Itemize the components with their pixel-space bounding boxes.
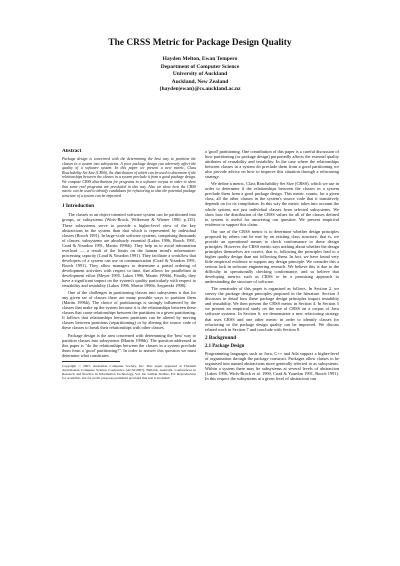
package-design-heading: 2.1 Package Design <box>205 343 245 349</box>
footnote-rule <box>62 361 120 362</box>
right-paragraph-3: Our use of the CRSS metric is to determine whether design principles proposed by others can be met by an existing class structure, that is, we provide an operational means to check conformance to these design principles. However, the CRSS metric says nothing about whether the design principles themselves are correct, that is, following the principles lead to a higher quality design than not following them. In fact, we have found very little empirical evidence to support any design principle. We consider this a serious lack in software engineering research. We believe this is due to the difficulty in operationally checking conformance, and so believe that developing metrics such as CRSS to be a promising approach to understanding the structure of software. <box>205 228 339 285</box>
right-paragraph-4: The remainder of this paper is organised as follows. In Section 2, we survey the package design principles proposed in the literature. Section 3 discusses in detail how these package design principles impact testability and reusability. We then present the CRSS metric in Section 4. In Section 5 we present an empirical study on the use of CRSS on a corpus of Java software systems. In Section 6, we demonstrate a new refactoring strategy that uses CRSS and one other metric in order to identify classes for refactoring so the package design quality can be improved. We discuss related work in Section 7 and conclude with Section 8. <box>205 286 339 332</box>
paper-title: The CRSS Metric for Package Design Quality <box>108 38 292 48</box>
abstract-text: Package design is concerned with the determining the best way to partition the classes in a system into subsystems. A poor package design can adversely affect the quality of a software system. In this paper we present a new metric, Class Reachability Set Size (CRSS), the distribution of which can be used to determine if the relationships between the classes in a system preclude it from a good package design. We compute CRSS distributions for programs in a software corpus in order to show that some real programs are precluded in this way. Also we show how the CRSS metric can be used to identify candidates for refactoring so that the potential package structure of a system can be improved. <box>62 157 196 198</box>
copyright-notice: Copyright © 2007, Australian Computer Society, Inc. This paper appeared at Thirtieth Australasian Computer Science Conference (ACSC2007), Ballarat, Australia. Conferences in Research and Practice in Information Technology, Vol. 62. Gillian Dobbie, Ed. Reproduction for academic, not-for profit purposes permitted provided this text is included. <box>62 363 196 381</box>
emails: {hayden|ewan}@cs.auckland.ac.nz <box>159 86 241 93</box>
department: Department of Computer Science <box>160 63 240 70</box>
intro-paragraph-3: Package design is the area concerned with determining the 'best' way to partition classes into subsystems (Martin 1996b). The question addressed in this paper is "do the relationships between the classes in a system preclude them from a 'good' partitioning?". In order to answer this question we must determine what constitutes <box>62 332 196 358</box>
author-block <box>0 56 400 94</box>
intro-paragraph-2: One of the challenges in partitioning classes into subsystems is that for any given set of classes there are many possible ways to partition them (Martin 1996b). The choice of partitionings is strongly influenced by the classes that make up the system because it is the relationships between these classes that cause relationships between the partitions in a given partitioning. It follows that relationships between partitions can be altered by moving classes between partitions (repartitioning) or by altering the source code of these classes to break their relationships with other classes. <box>62 290 196 331</box>
right-paragraph-5: Programming languages such as Java, C++ and Ada support a higher-level of organisation through the package construct. Packages allow classes to be organised into named abstractions more generally referred to as subsystems. Within a system there may be subsystems at several levels of abstraction (Lakos 1996, Wirfs-Brock et al. 1990, Coad & Yourdon 1991, Booch 1991). In this respect the subsystems at a given level of abstraction can <box>205 350 339 381</box>
intro-heading: 1 Introduction <box>62 203 95 210</box>
intro-paragraph-1: The classes in an object-oriented software system can be partitioned into groups, or subsystems (Wirfs-Brock, Wilkerson & Wiener 1990, p.135). These subsystems serve to provide a higher-level view of the key abstractions in the system than that which is represented by individual classes (Booch 1991). In large-scale software systems, comprising thousands of classes, subsystems are absolutely essential (Lakos 1996, Booch 1991, Coad & Yourdon 1991, Martin 1996b). They help us to avoid information overload — a result of the limits on the human mind's information-processing capacity (Coad & Yourdon 1991). They facilitate a workflow that developers of a system can use in communication (Coad & Yourdon 1991, Booch 1991). They allow managers to determine a partial ordering of development activities with respect to time, that allows for parallelism in development effort (Meyer 1995, Lakos 1996, Martin 1996b). Finally, they have a significant impact on the system's quality particularly with respect to reusability and testability (Lakos 1996, Martin 1996b, Szyperski 1998). <box>62 212 196 289</box>
authors: Hayden Melton, Ewan Tempero <box>162 56 238 62</box>
background-heading: 2 Background <box>205 334 237 341</box>
abstract-heading: Abstract <box>62 149 82 154</box>
university: University of Auckland <box>172 71 228 78</box>
right-paragraph-1: a 'good' partitioning. One contribution of this paper is a careful discussion of how partitioning (or package design) purportedly affects the external quality attributes of reusability and testability. In the case where the relationships between classes in a system do preclude them from a good partitioning we also provide advice on how to improve this situation through a refactoring strategy. <box>205 149 339 180</box>
left-column <box>62 149 196 527</box>
location: Auckland, New Zealand <box>171 78 229 85</box>
right-paragraph-2: We define a metric, Class Reachability Set Size (CRSS), which we use in order to determine if the relationships between the classes in a system preclude them from a good package design. This metric counts, for a given class, all the other classes in the system's source code that it transitively depends on for its compilation. In this way the metric takes into account the whole system, not just individual classes from selected subsystems. We show how the distribution of the CRSS values for all of the classes defined in system is useful for answering our question. We present empirical evidence to support this claim. <box>205 181 339 227</box>
right-column <box>205 149 339 523</box>
